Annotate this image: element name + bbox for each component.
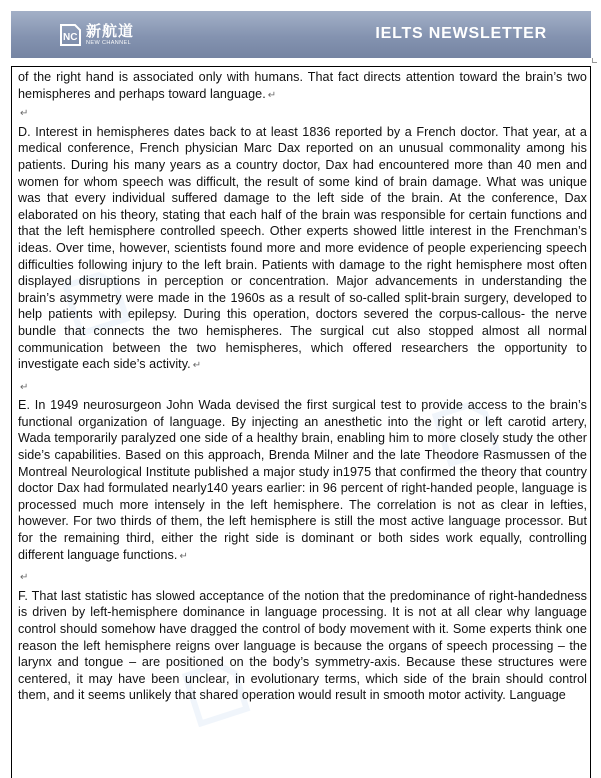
paragraph-mark-icon: ↵ <box>20 381 29 393</box>
blank-line <box>18 378 587 395</box>
nc-logo-icon <box>58 23 82 47</box>
svg-text:NC: NC <box>63 32 78 43</box>
paragraph-e: E. In 1949 neurosurgeon John Wada devised the first surgical test to provide access to the brain’s functional organization of language. By injecting an anesthetic into the right or left carotid artery, Wada temporarily paralyzed one side of a healthy brain, enabling him to more closely study the other side’s capabilities. Based on this approach, Brenda Milner and the late Theodore Rasmussen of the Montreal Neurological Institute published a major study in1975 that confirmed the theory that country doctor Dax had formulated nearly140 years earlier: in 96 percent of right-handed people, language is processed much more intensely in the left hemisphere. The correlation is not as clear in lefties, however. For two thirds of them, the left hemisphere is still the most active language processor. But for the remaining third, either the right side is dominant or both sides work equally, controlling different language functions. ↵ <box>18 398 587 562</box>
paragraph-mark-icon: ↵ <box>192 360 202 372</box>
document-body <box>11 66 591 778</box>
margin-corner-mark <box>592 58 597 63</box>
brand-logo <box>58 19 134 51</box>
paragraph-mark-icon: ↵ <box>20 572 29 584</box>
newsletter-title: IELTS NEWSLETTER <box>375 25 547 42</box>
paragraph-continuation: of the right hand is associated only with humans. That fact directs attention toward the brain’s two hemispheres and perhaps toward language. ↵ <box>18 70 587 101</box>
paragraph-f: F. That last statistic has slowed acceptance of the notion that the predominance of right-handedness is driven by left-hemisphere dominance in language processing. It is not at all clear why language control should somehow have dragged the control of body movement with it. Some experts think one reason the left hemisphere reigns over language is because the organs of speech processing – the larynx and tongue – are positioned on the body’s symmetry-axis. Because these structures were centered, it may have been unclear, in evolutionary terms, which side of the brain should control them, and it seems unlikely that shared operation would result in smooth motor activity. Language <box>18 588 587 703</box>
blank-line <box>18 568 587 585</box>
paragraph-mark-icon: ↵ <box>179 550 188 562</box>
paragraph-mark-icon: ↵ <box>20 108 29 120</box>
logo-english-text: NEW CHANNEL <box>86 39 132 46</box>
logo-chinese-text: 新航道 <box>86 22 135 40</box>
paragraph-d: D. Interest in hemispheres dates back to at least 1836 reported by a French doctor. That year, at a medical conference, French physician Marc Dax reported on an unusual commonality among his patients. During his many years as a country doctor, Dax had encountered more than 40 men and women for whom speech was difficult, the result of some kind of brain damage. What was unique was that every individual suffered damage to the left side of the brain. At the conference, Dax elaborated on his theory, stating that each half of the brain was responsible for certain functions and that the left hemisphere controlled speech. Other experts showed little interest in the Frenchman’s ideas. Over time, however, scientists found more and more evidence of people experiencing speech difficulties following injury to the left brain. Patients with damage to the right hemisphere most often displayed disruptions in perception or concentration. Major advancements in understanding the brain’s asymmetry were made in the 1960s as a result of so-called split-brain surgery, developed to help patients with epilepsy. During this operation, doctors severed the corpus-callous- the nerve bundle that connects the two hemispheres. The surgical cut also stopped almost all normal communication between the two hemispheres, which offered researchers the opportunity to investigate each side’s activity. ↵ <box>18 124 587 372</box>
paragraph-mark-icon: ↵ <box>267 89 277 101</box>
newsletter-header <box>11 11 591 58</box>
blank-line <box>18 104 587 121</box>
article-content <box>18 69 587 704</box>
